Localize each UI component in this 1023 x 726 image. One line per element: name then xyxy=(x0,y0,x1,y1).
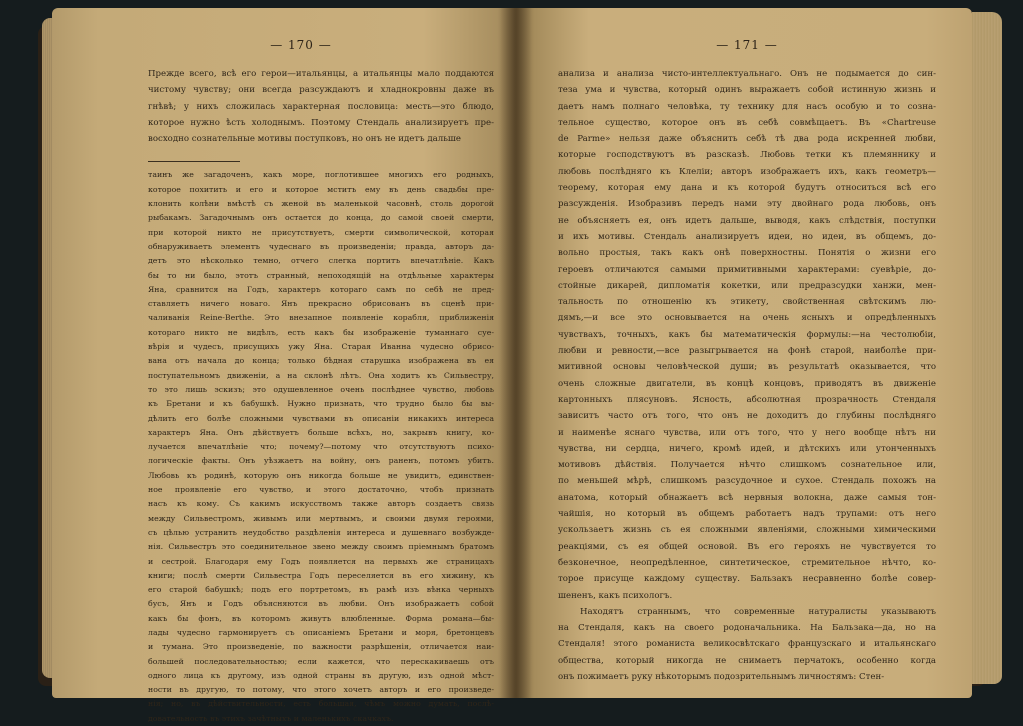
text-line: разсужденія. Изобразивъ передъ нами эту двойнаго рода любовь, онъ xyxy=(558,199,936,210)
text-line: рыбакамъ. Загадочнымъ онъ остается до конца, до самой своей смерти, xyxy=(148,213,494,223)
left-page xyxy=(52,8,516,723)
text-line: характеръ Яна. Онъ дѣйствуетъ больше всѣхъ, но, закрывъ книгу, ко- xyxy=(148,427,494,437)
text-line: тальность по отношенію къ этикету, свойственная свѣтскимъ лю- xyxy=(558,297,936,308)
text-line: ности въ другую, то потому, что этого хочетъ авторъ и его произведе- xyxy=(148,685,494,695)
text-line: Стендаля! этого романиста великосвѣтскаго французскаго и итальянскаго xyxy=(558,639,936,650)
text-line: Яна, сравнится на Годъ, характеръ котораго самъ по себѣ не пред- xyxy=(148,284,494,294)
text-line: логическіе факты. Онъ уѣзжаетъ на войну, онъ раненъ, потомъ убитъ. xyxy=(148,456,494,466)
text-line: чистому чувству; они всегда разсуждаютъ и хладнокровны даже въ xyxy=(148,85,494,96)
text-line: книги; послѣ смерти Сильвестра Годъ переселяется въ его хижину, къ xyxy=(148,570,494,580)
text-line: анализа и анализа чисто-интеллектуальнаго. Онъ не подымается до син- xyxy=(558,69,936,79)
text-line: чайшія, но который въ общемъ работаетъ надъ трупами: отъ него xyxy=(558,509,936,520)
text-line: чаливанія Reine-Berthe. Это внезапное появленіе корабля, приближенія xyxy=(148,313,494,323)
text-line: анатома, который обнажаетъ всѣ нервныя волокна, даже самыя тон- xyxy=(558,492,936,503)
text-line: по меньшей мѣрѣ, слишкомъ разсудочное и сухое. Стендаль похожъ на xyxy=(558,476,936,487)
text-line: ное проявленіе его чувство, и этого достаточно, чтобъ признать xyxy=(148,485,494,495)
text-line: довательность въ этихъ зачѣтныхъ и маленькихъ скачкахъ. xyxy=(148,713,394,723)
text-line: нія; но, въ дѣйствительности, есть большая, чѣмъ можно думать, послѣ- xyxy=(148,699,494,709)
text-line: вана отъ начала до конца; только бѣдная старушка изображена въ ея xyxy=(148,356,494,366)
text-line: дѣлить его болѣе сложными чувствами въ описаніи никакихъ интереса xyxy=(148,413,494,423)
text-line: его старой бабушкѣ; подъ его портретомъ, въ рамѣ изъ вѣнка черныхъ xyxy=(148,585,494,595)
page-number-left: — 170 — xyxy=(270,38,332,52)
text-line: реакціями, съ ея общей основой. Въ его герояхъ не чувствуется то xyxy=(558,541,936,552)
text-line: на Стендаля, какъ на своего родоначальника. На Бальзака—да, но на xyxy=(558,623,936,634)
text-line: насъ къ кому. Съ какимъ искусствомъ также авторъ создаетъ связь xyxy=(148,499,494,509)
text-line: онъ пожимаетъ руку нѣкоторымъ подозрительнымъ личностямъ: Стен- xyxy=(558,671,885,682)
text-line: чувства, ни сердца, ничего, кромѣ идей, и дѣтскихъ или утонченныхъ xyxy=(558,443,936,454)
text-line: къ Бретани и къ бабушкѣ. Нужно признать, что трудно было бы вы- xyxy=(148,399,494,409)
text-line: обнаруживаетъ элементъ чудеснаго въ произведеніи; правда, авторъ да- xyxy=(148,241,494,251)
text-line: мотивовъ дѣйствія. Получается нѣчто слишкомъ сознательное или, xyxy=(558,460,936,471)
text-line: восходно сознательные мотивы поступковъ, но онъ не идетъ дальше xyxy=(148,134,461,145)
right-page xyxy=(516,8,972,698)
text-line: Находятъ страннымъ, что современные натуралисты указываютъ xyxy=(580,606,936,617)
right-main-text xyxy=(558,66,936,685)
text-line: съ цѣлью устранить неудобство раздѣленія интереса и душевнаго возбужде- xyxy=(148,527,494,537)
text-line: и ихъ мотивы. Стендаль анализируетъ идеи, но идеи, въ общемъ, до- xyxy=(558,231,936,242)
text-line: нія. Сильвестръ это соединительное звено между своимъ пріемнымъ братомъ xyxy=(148,542,494,552)
text-line: любви и ревности,—все разыгрывается на фонѣ старой, наиболѣе при- xyxy=(558,346,936,357)
text-line: митивной основы человѣческой души; въ результатѣ оказывается, что xyxy=(558,362,936,373)
text-line: героевъ отличаются самыми примитивными характерами: суевѣріе, до- xyxy=(558,264,936,275)
text-line: даетъ намъ полнаго человѣка, ту технику для насъ особую и то созна- xyxy=(558,101,936,112)
page-number-right: — 171 — xyxy=(716,38,778,52)
right-page-stack xyxy=(972,12,1002,684)
text-line: одного лица къ другому, изъ одной страны въ другую, изъ одной мѣст- xyxy=(148,670,494,680)
text-line: лады чудесно гармонируетъ съ описаніемъ Бретани и моря, бретонцевъ xyxy=(148,627,494,637)
text-line: вѣрія и чудесъ, присущихъ ужу Яна. Старая Иванна чудесно обрисо- xyxy=(148,342,494,352)
text-line: тельное существо, которое онъ въ себѣ совмѣщаетъ. Въ «Chartreuse xyxy=(558,117,936,128)
text-line: безконечное, неопредѣленное, синтетическое, стремительное нѣчто, ко- xyxy=(558,557,936,568)
text-line: Любовь къ родинѣ, которую онъ никогда больше не увидитъ, единствен- xyxy=(148,470,494,480)
text-line: которое похитить и его и которое мститъ ему въ день свадьбы пре- xyxy=(148,184,494,194)
text-line: лучается впечатлѣніе что; почему?—потому что отсутствуютъ психо- xyxy=(148,442,494,452)
footnote-rule xyxy=(148,161,240,162)
text-line: de Parme» нельзя даже объяснить себѣ тѣ два рода искренней любви, xyxy=(558,134,936,145)
text-line: теорему, которая ему дана и къ которой будутъ относиться всѣ его xyxy=(558,183,936,194)
text-line: зависитъ часто отъ того, что онъ не доходитъ до глубины послѣдняго xyxy=(558,411,936,422)
text-line: общества, который никогда не снимаетъ перчатокъ, особенно когда xyxy=(558,655,936,666)
text-line: ставляетъ ничего новаго. Янъ прекрасно обрисованъ въ сценѣ при- xyxy=(148,299,494,309)
text-line: клонить колѣни вмѣстѣ съ женой въ маленькой часовнѣ, столь дорогой xyxy=(148,199,494,209)
text-line: вольно простыя, такъ какъ онѣ поверхностны. Понятія о жизни его xyxy=(558,248,936,259)
text-line: дямъ,—и все это основывается на очень ясныхъ и опредѣленныхъ xyxy=(558,313,936,324)
text-line: какъ бы фонъ, въ которомъ живутъ влюбленные. Форма романа—бы- xyxy=(148,613,494,623)
text-line: гнѣвѣ; у нихъ сложилась характерная пословица: месть—это блюдо, xyxy=(148,101,494,112)
text-line: таинъ же загадоченъ, какъ море, поглотившее многихъ его родныхъ, xyxy=(148,170,494,180)
text-line: бы то ни было, этотъ странный, непоходящiй на отдѣльные характеры xyxy=(148,270,494,280)
text-line: и сестрой. Благодаря ему Годъ появляется на первыхъ же страницахъ xyxy=(148,556,494,566)
text-line: большей последовательностью; если кажется, что перескакиваешь отъ xyxy=(148,656,494,666)
text-line: и тумана. Это произведеніе, по важности разрѣшенія, отличается наи- xyxy=(148,642,494,652)
text-line: при которой никто не присутствуетъ, смерти символической, которая xyxy=(148,227,494,237)
text-line: Прежде всего, всѣ его герои—итальянцы, а итальянцы мало поддаются xyxy=(148,69,494,79)
text-line: поступательномъ движеніи, а на склонѣ лѣтъ. Она ходитъ къ Сильвестру, xyxy=(148,370,494,380)
text-line: торое присуще каждому существу. Бальзакъ несравненно болѣе совер- xyxy=(558,574,936,585)
text-line: и наименѣе яснаго чувства, или отъ того, что у него вообще нѣтъ ни xyxy=(558,427,936,438)
text-line: то это лишь эскизъ; это одушевленное очень послѣднее чувство, любовь xyxy=(148,384,494,394)
text-line: любовь послѣдняго къ Клеліи; авторъ изображаетъ ихъ, какъ геометръ— xyxy=(558,166,936,177)
book-gutter xyxy=(500,8,532,698)
text-line: детъ это нѣсколько темно, отчего слегка портитъ впечатлѣніе. Какъ xyxy=(148,256,494,266)
text-line: картонныхъ плясуновъ. Ясность, абсолютная прозрачность Стендаля xyxy=(558,394,936,405)
text-line: чувствахъ, точныхъ, какъ бы математическія формулы:—на честолюбіи, xyxy=(558,329,936,340)
text-line: не объясняетъ ея, онъ идетъ дальше, выводя, какъ слѣдствія, поступки xyxy=(558,215,936,226)
text-line: очень сложные двигатели, въ концѣ концовъ, приводятъ въ движеніе xyxy=(558,378,936,389)
text-line: которые господствуютъ въ разсказѣ. Любовь тетки къ племяннику и xyxy=(558,150,936,161)
text-line: котораго никто не видѣлъ, есть какъ бы изображеніе туманнаго суе- xyxy=(148,327,494,337)
text-line: бусъ, Янъ и Годъ объясняются въ любви. Онъ изображаетъ собой xyxy=(148,599,494,609)
text-line: ускользаетъ жизнь съ ея сложными явленіями, сложными химическими xyxy=(558,525,936,536)
left-footnote-text xyxy=(148,168,494,726)
text-line: шененъ, какъ психологъ. xyxy=(558,590,673,601)
left-main-text xyxy=(148,66,494,147)
text-line: теза ума и чувства, который одинъ выражаетъ собой истинную жизнь и xyxy=(558,85,936,96)
text-line: стойные дикарей, дипломатія кокетки, или предразсудки ханжи, мен- xyxy=(558,280,936,291)
text-line: которое нужно ѣсть холоднымъ. Поэтому Стендаль анализируетъ пре- xyxy=(148,117,494,128)
text-line: между Сильвестромъ, живымъ или мертвымъ, и своими двумя героями, xyxy=(148,513,494,523)
